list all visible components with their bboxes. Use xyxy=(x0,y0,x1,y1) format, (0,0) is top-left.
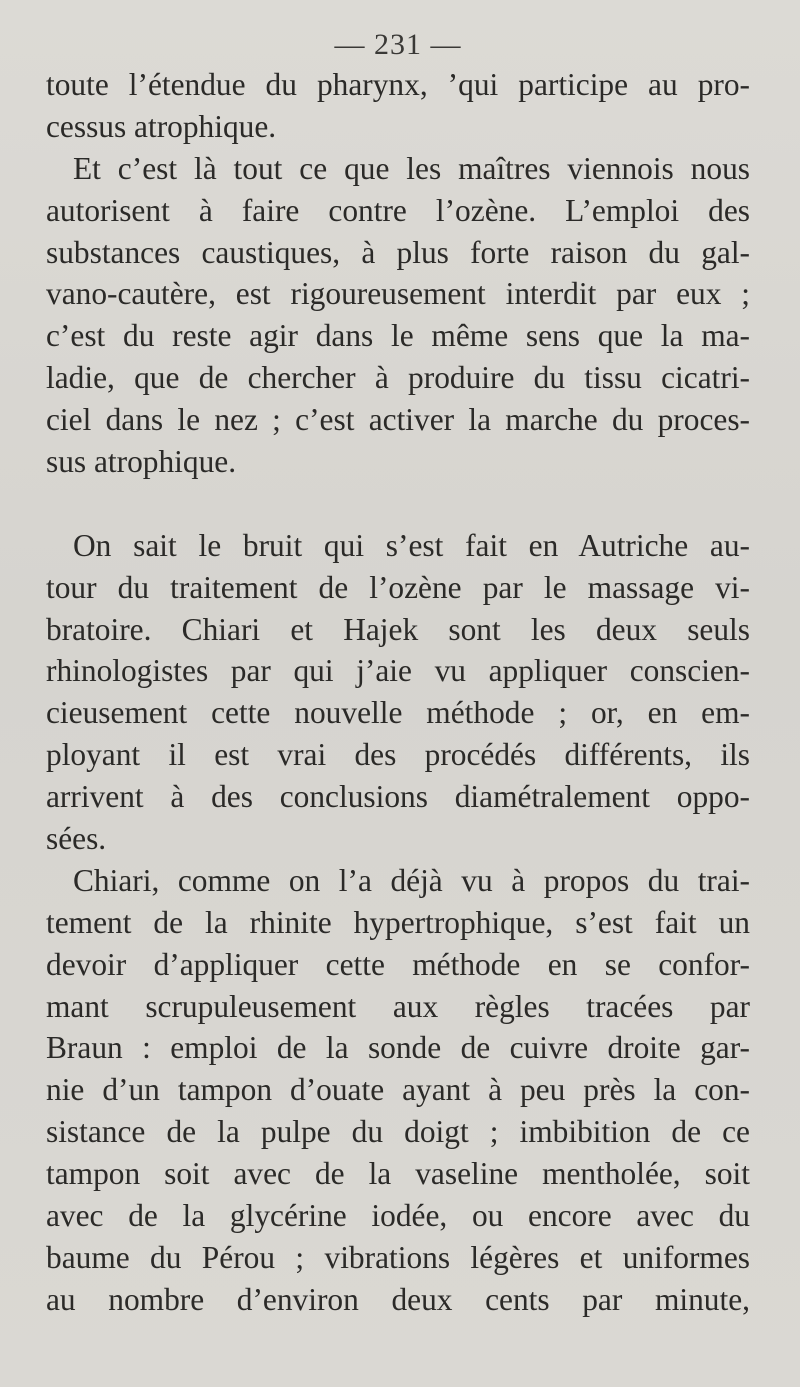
text-line: substances caustiques, à plus forte raison du gal- xyxy=(46,234,750,270)
text-line: autorisent à faire contre l’ozène. L’emploi des xyxy=(46,192,750,228)
text-line: Et c’est là tout ce que les maîtres viennois nous xyxy=(73,150,750,186)
paragraph xyxy=(46,525,750,860)
page-text xyxy=(46,60,750,1321)
paragraph xyxy=(46,64,750,148)
text-line: tampon soit avec de la vaseline mentholée, soit xyxy=(46,1156,750,1192)
text-line: cessus atrophique. xyxy=(46,108,277,144)
text-line: sées. xyxy=(46,821,107,857)
text-line: Braun : emploi de la sonde de cuivre droite gar- xyxy=(46,1030,750,1066)
text-line: vano-cautère, est rigoureusement interdit par eux ; xyxy=(46,276,750,312)
paragraph xyxy=(46,148,750,483)
text-line: au nombre d’environ deux cents par minute, xyxy=(46,1281,750,1317)
paragraph-gap xyxy=(46,483,750,525)
page-number: — 231 — xyxy=(334,28,462,61)
paragraph xyxy=(46,860,750,1321)
text-line: On sait le bruit qui s’est fait en Autriche au- xyxy=(73,527,750,563)
text-line: ciel dans le nez ; c’est activer la marche du proces- xyxy=(46,402,750,438)
text-line: rhinologistes par qui j’aie vu appliquer conscien- xyxy=(46,653,750,689)
text-line: baume du Pérou ; vibrations légères et uniformes xyxy=(46,1239,750,1275)
text-line: arrivent à des conclusions diamétralement oppo- xyxy=(46,779,750,815)
text-line: nie d’un tampon d’ouate ayant à peu près la con- xyxy=(46,1072,750,1108)
text-line: ployant il est vrai des procédés différents, ils xyxy=(46,737,750,773)
text-line: bratoire. Chiari et Hajek sont les deux seuls xyxy=(46,611,750,647)
text-line: ladie, que de chercher à produire du tissu cicatri- xyxy=(46,360,750,396)
text-line: sus atrophique. xyxy=(46,444,237,480)
text-line: tement de la rhinite hypertrophique, s’est fait un xyxy=(46,904,750,940)
text-line: cieusement cette nouvelle méthode ; or, en em- xyxy=(46,695,750,731)
text-line: devoir d’appliquer cette méthode en se confor- xyxy=(46,946,750,982)
text-line: tour du traitement de l’ozène par le massage vi- xyxy=(46,569,750,605)
text-line: c’est du reste agir dans le même sens que la ma- xyxy=(46,318,750,354)
text-line: mant scrupuleusement aux règles tracées par xyxy=(46,988,750,1024)
text-line: sistance de la pulpe du doigt ; imbibition de ce xyxy=(46,1114,750,1150)
text-line: avec de la glycérine iodée, ou encore avec du xyxy=(46,1198,750,1234)
text-line: Chiari, comme on l’a déjà vu à propos du trai- xyxy=(73,862,750,898)
text-line: toute l’étendue du pharynx, ’qui participe au pro- xyxy=(46,67,750,102)
